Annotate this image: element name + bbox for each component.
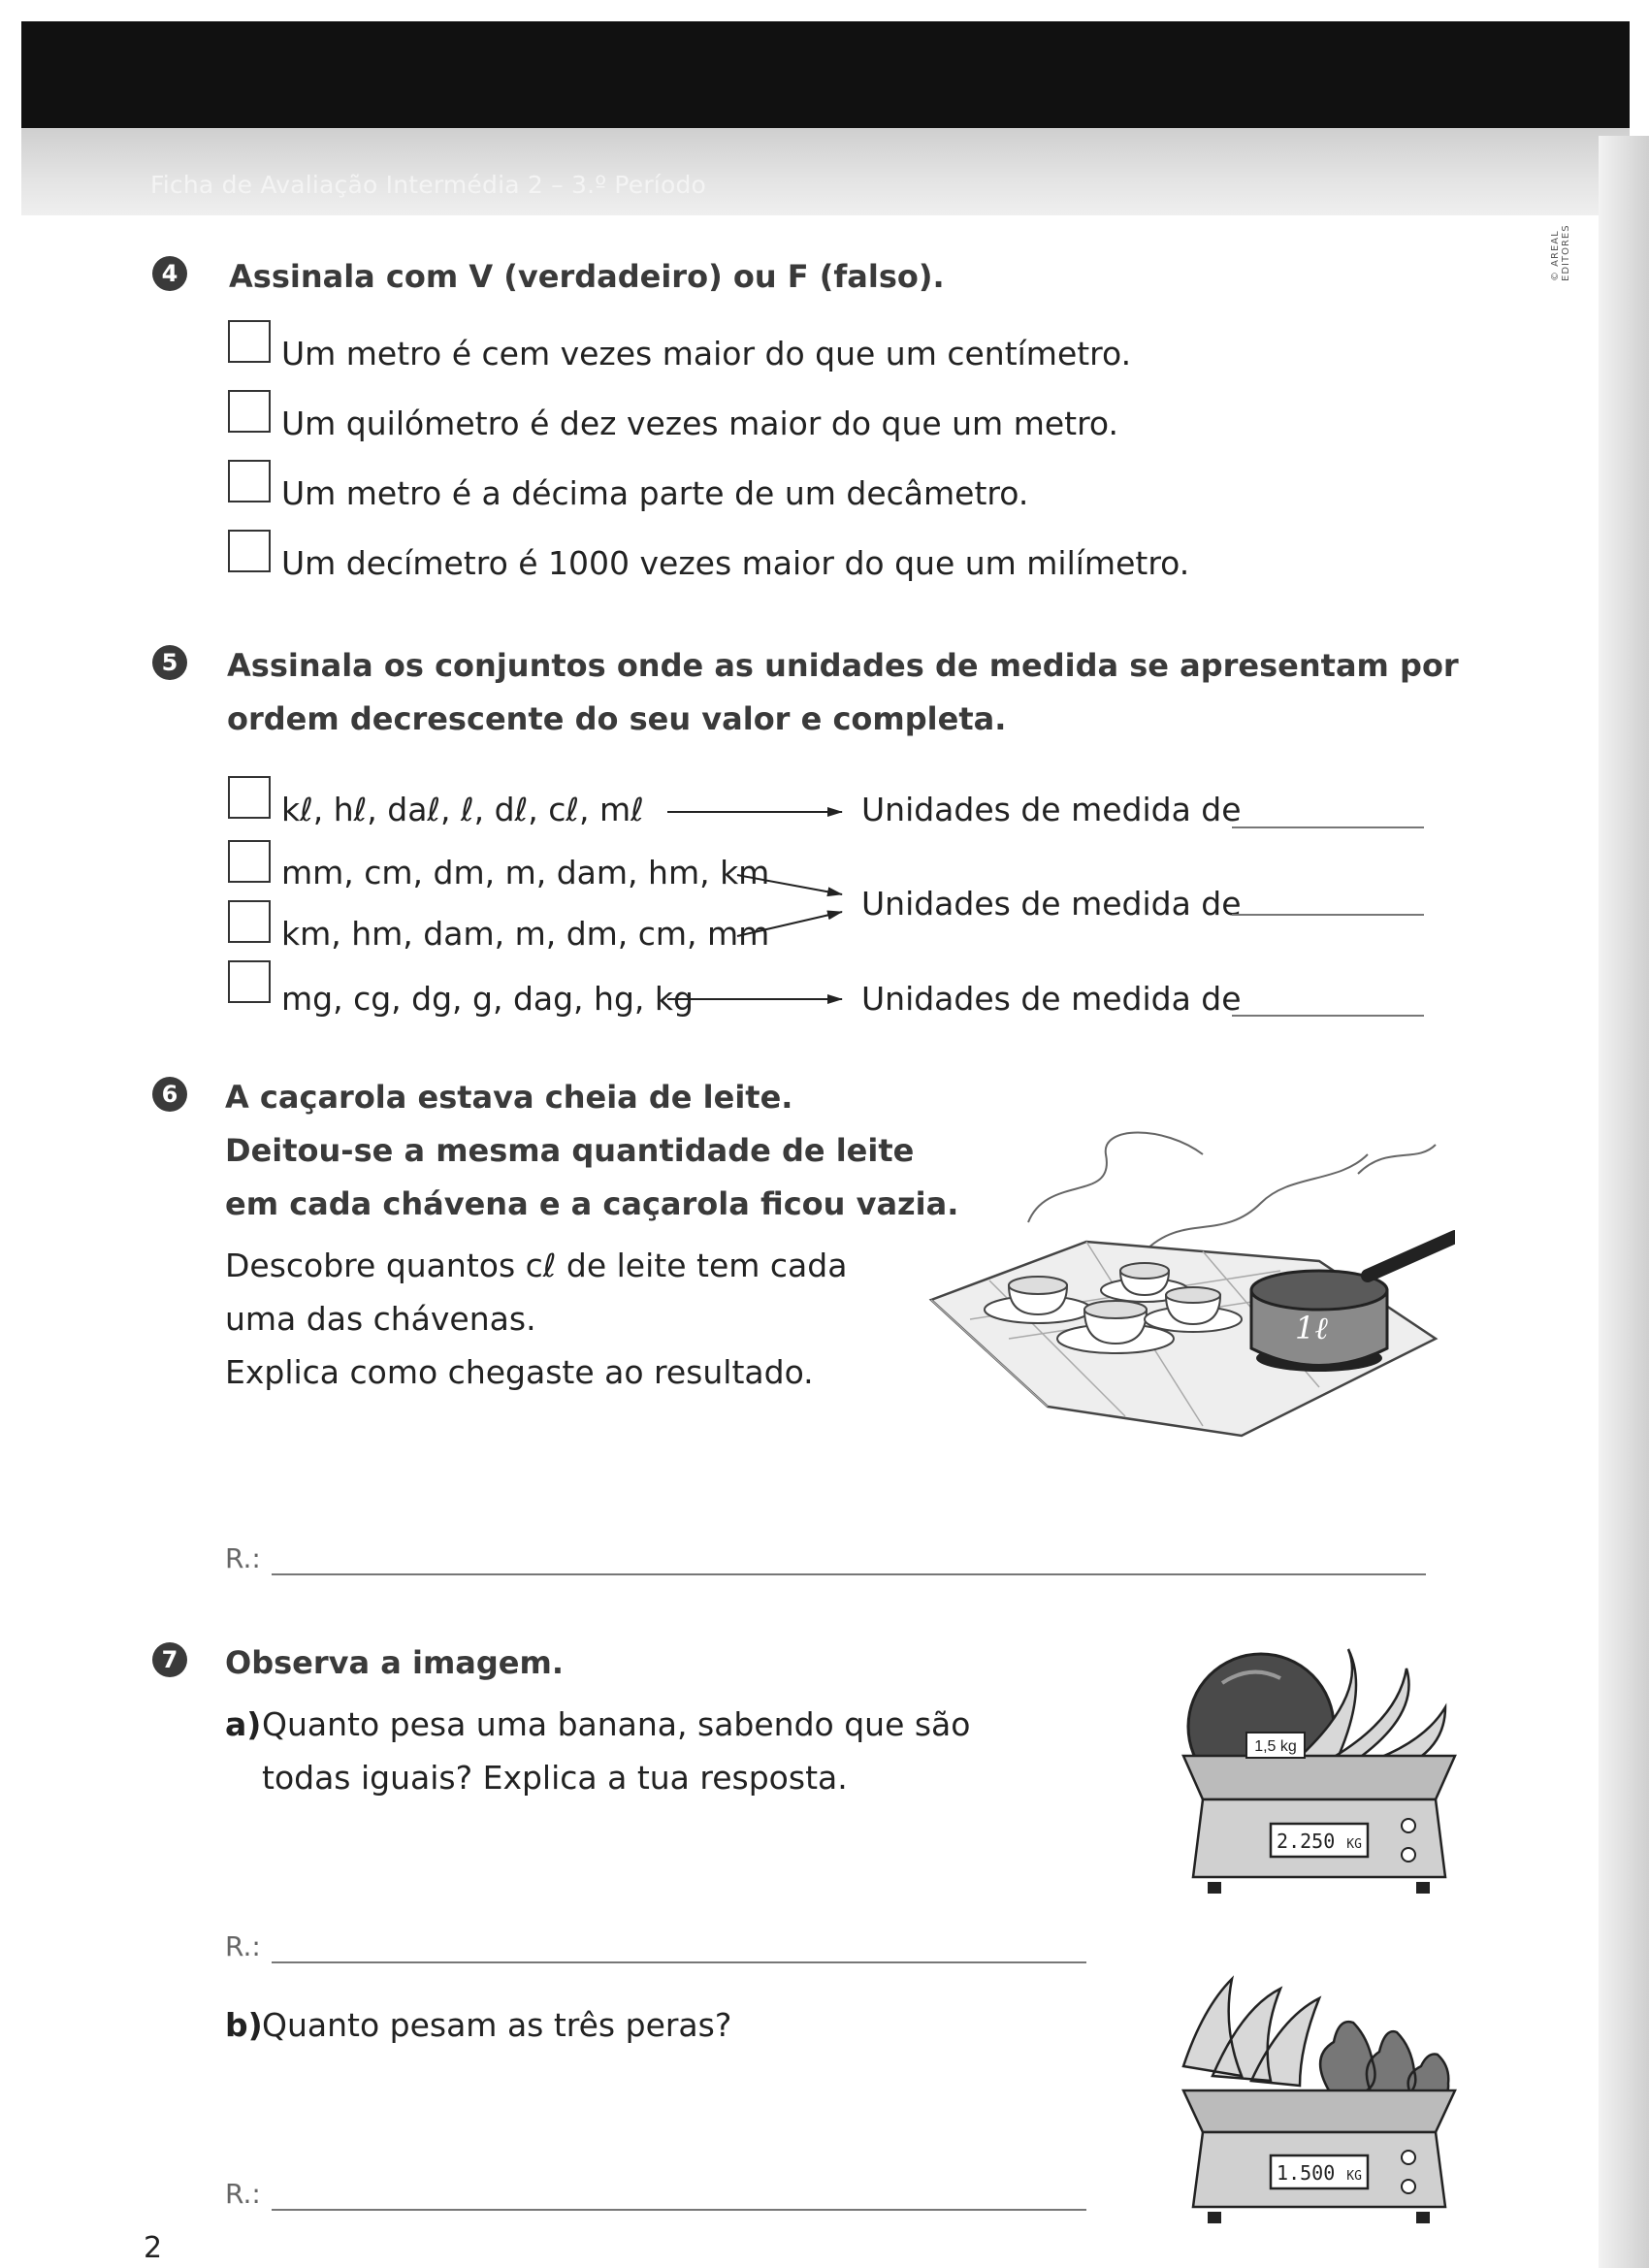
scale1-display: 2.250 KG [1277, 1830, 1362, 1853]
scale2-display: 1.500 KG [1277, 2161, 1362, 2185]
header-title: Ficha de Avaliação Intermédia 2 – 3.º Período [150, 171, 707, 199]
q5-title-line-2: ordem decrescente do seu valor e completa. [227, 700, 1007, 737]
q5-set-3: km, hm, dam, m, dm, cm, mm [281, 915, 770, 953]
scale1-weight-tag: 1,5 kg [1254, 1738, 1297, 1755]
pot-label: 1ℓ [1295, 1310, 1328, 1346]
scale-bananas-pears-illustration [1174, 1969, 1465, 2231]
q7a-answer-label: R.: [225, 1930, 261, 1962]
q4-title: Assinala com V (verdadeiro) ou F (falso). [229, 258, 945, 295]
q6-line-1: Descobre quantos cℓ de leite tem cada [225, 1247, 848, 1284]
question-number-5: 5 [152, 645, 187, 680]
q7b-answer-field[interactable] [272, 2209, 1086, 2211]
q7a-label: a) [225, 1705, 262, 1743]
q6-bold-line-2: Deitou-se a mesma quantidade de leite [225, 1132, 915, 1169]
q5-title-line-1: Assinala os conjuntos onde as unidades de medida se apresentam por [227, 647, 1459, 684]
bananas [1183, 1979, 1319, 2086]
q5-set-4: mg, cg, dg, g, dag, hg, kg [281, 980, 694, 1018]
steam-lines [1028, 1133, 1436, 1252]
page-number: 2 [144, 2231, 163, 2265]
scale-melon-bananas-illustration [1174, 1639, 1465, 1901]
q7b-text: Quanto pesam as três peras? [262, 2006, 732, 2044]
publisher-credit: © AREAL EDITORES [1550, 224, 1571, 281]
q5-answer-field-3[interactable] [1232, 1015, 1424, 1017]
q7b-label: b) [225, 2006, 263, 2044]
scale-tray [1183, 2090, 1455, 2132]
q5-set-1: kℓ, hℓ, daℓ, ℓ, dℓ, cℓ, mℓ [281, 791, 644, 828]
q5-set-2: mm, cm, dm, m, dam, hm, km [281, 854, 770, 891]
q6-line-2: uma das chávenas. [225, 1300, 536, 1338]
question-number-4: 4 [152, 256, 187, 291]
q6-answer-field[interactable] [272, 1573, 1426, 1575]
q4-statement-1: Um metro é cem vezes maior do que um centímetro. [281, 335, 1132, 373]
q7b-answer-label: R.: [225, 2178, 261, 2210]
q4-statement-2: Um quilómetro é dez vezes maior do que um metro. [281, 405, 1119, 442]
q6-bold-line-1: A caçarola estava cheia de leite. [225, 1079, 793, 1116]
question-number-6: 6 [152, 1077, 187, 1112]
q5-result-label-2: Unidades de medida de [861, 885, 1242, 923]
q6-answer-label: R.: [225, 1542, 261, 1574]
q5-answer-field-1[interactable] [1232, 826, 1424, 828]
q5-answer-field-2[interactable] [1232, 914, 1424, 916]
milk-cups-illustration [912, 1116, 1455, 1465]
q5-result-label-1: Unidades de medida de [861, 791, 1242, 828]
pears [1320, 2022, 1448, 2101]
q7-title: Observa a imagem. [225, 1644, 564, 1681]
question-number-7: 7 [152, 1642, 187, 1677]
q6-line-3: Explica como chegaste ao resultado. [225, 1353, 814, 1391]
scale-tray [1183, 1756, 1455, 1799]
q5-arrow-3 [737, 912, 842, 936]
q5-arrow-2 [737, 875, 842, 894]
q4-statement-3: Um metro é a décima parte de um decâmetro. [281, 474, 1029, 512]
q4-statement-4: Um decímetro é 1000 vezes maior do que um milímetro. [281, 544, 1190, 582]
q7a-line-2: todas iguais? Explica a tua resposta. [262, 1759, 848, 1797]
q5-arrows [0, 0, 1649, 1067]
q7a-answer-field[interactable] [272, 1961, 1086, 1963]
q7a-line-1: Quanto pesa uma banana, sabendo que são [262, 1705, 971, 1743]
q6-bold-line-3: em cada chávena e a caçarola ficou vazia. [225, 1185, 959, 1222]
q5-result-label-3: Unidades de medida de [861, 980, 1242, 1018]
